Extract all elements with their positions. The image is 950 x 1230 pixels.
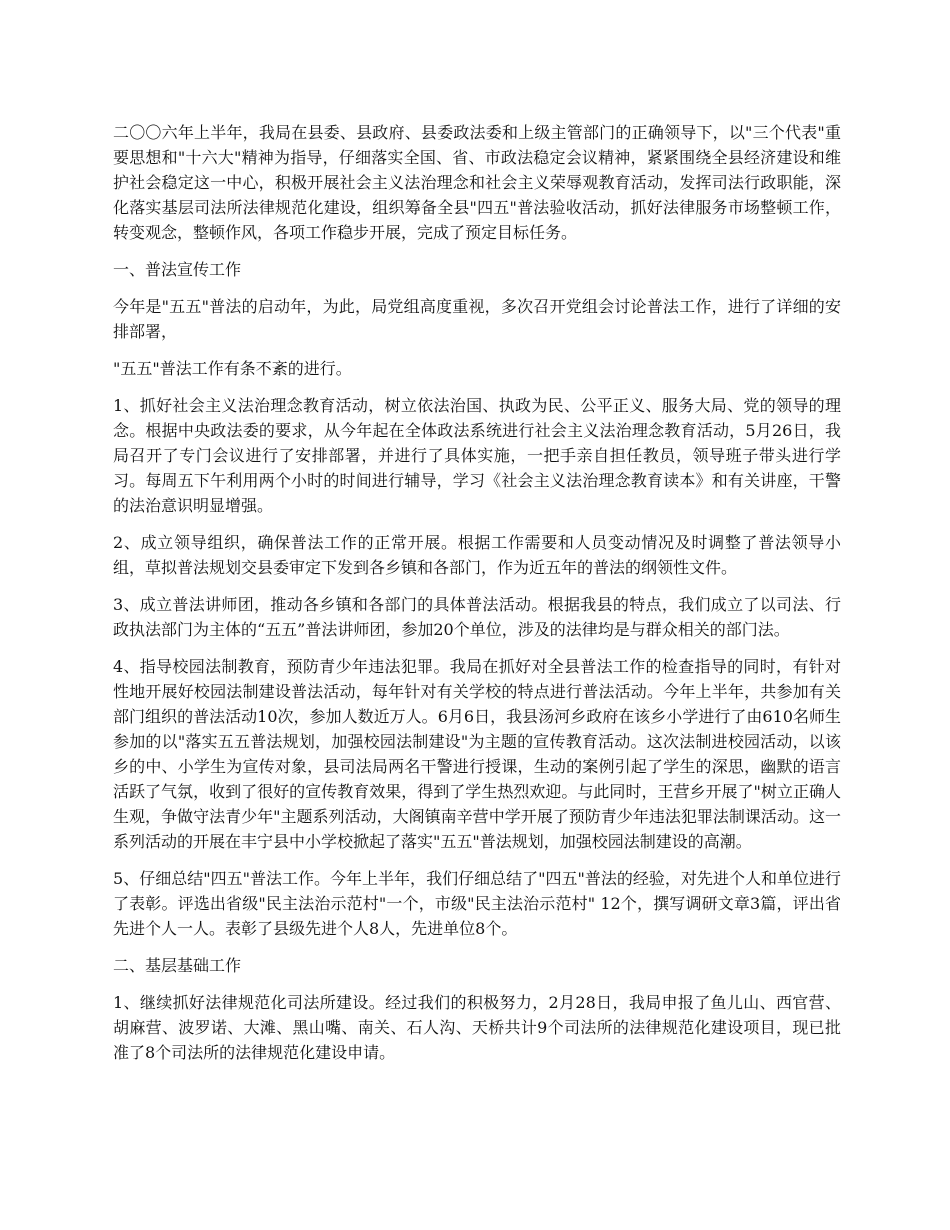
item-1-rule-of-law-education: 1、抓好社会主义法治理念教育活动，树立依法治国、执政为民、公平正义、服务大局、党的领导的理念。根据中央政法委的要求，从今年起在全体政法系统进行社会主义法治理念教育活动，5月26日，我局召开了专门会议进行了安排部署，并进行了具体实施，一把手亲自担任教员，领导班子带头进行学习。每周五下午利用两个小时的时间进行辅导，学习《社会主义法治理念教育读本》和有关讲座，干警的法治意识明显增强。 [113,396,841,515]
document-body [113,120,841,1077]
item-2-leadership-organization: 2、成立领导组织，确保普法工作的正常开展。根据工作需要和人员变动情况及时调整了普法领导小组，草拟普法规划交县委审定下发到各乡镇和各部门，作为近五年的普法的纲领性文件。 [113,533,841,577]
section-heading-legal-publicity: 一、普法宣传工作 [113,260,242,279]
paragraph-wuwu-start: 今年是"五五"普法的启动年，为此，局党组高度重视，多次召开党组会讨论普法工作，进行了详细的安排部署， [113,297,841,341]
section-heading-grassroots: 二、基层基础工作 [113,956,242,975]
paragraph-wuwu-progress: "五五"普法工作有条不紊的进行。 [113,359,352,378]
item-4-campus-legal-education: 4、指导校园法制教育，预防青少年违法犯罪。我局在抓好对全县普法工作的检查指导的同时，有针对性地开展好校园法制建设普法活动，每年针对有关学校的特点进行普法活动。今年上半年，共参加有关部门组织的普法活动10次，参加人数近万人。6月6日，我县汤河乡政府在该乡小学进行了由610名师生参加的以"落实五五普法规划，加强校园法制建设"为主题的宣传教育活动。这次法制进校园活动，以该乡的中、小学生为宣传对象，县司法局两名干警进行授课，生动的案例引起了学生的深思，幽默的语言活跃了气氛，收到了很好的宣传教育效果，得到了学生热烈欢迎。与此同时，王营乡开展了"树立正确人生观，争做守法青少年"主题系列活动，大阁镇南辛营中学开展了预防青少年违法犯罪法制课活动。这一系列活动的开展在丰宁县中小学校掀起了落实"五五"普法规划，加强校园法制建设的高潮。 [113,657,841,851]
intro-paragraph: 二〇〇六年上半年，我局在县委、县政府、县委政法委和上级主管部门的正确领导下，以"三个代表"重要思想和"十六大"精神为指导，仔细落实全国、省、市政法稳定会议精神，紧紧围绕全县经济建设和维护社会稳定这一中心，积极开展社会主义法治理念和社会主义荣辱观教育活动，发挥司法行政职能，深化落实基层司法所法律规范化建设，组织筹备全县"四五"普法验收活动，抓好法律服务市场整顿工作，转变观念，整顿作风，各项工作稳步开展，完成了预定目标任务。 [113,123,841,242]
item-3-lecturer-group: 3、成立普法讲师团，推动各乡镇和各部门的具体普法活动。根据我县的特点，我们成立了以司法、行政执法部门为主体的“五五”普法讲师团，参加20个单位，涉及的法律均是与群众相关的部门法。 [113,595,841,639]
item-5-siwu-summary: 5、仔细总结"四五"普法工作。今年上半年，我们仔细总结了"四五"普法的经验，对先进个人和单位进行了表彰。评选出省级"民主法治示范村"一个，市级"民主法治示范村" 12个，撰写调研文章3篇，评出省先进个人一人。表彰了县级先进个人8人，先进单位8个。 [113,869,841,938]
item-1-judicial-office-standardization: 1、继续抓好法律规范化司法所建设。经过我们的积极努力，2月28日，我局申报了鱼儿山、西官营、胡麻营、波罗诺、大滩、黑山嘴、南关、石人沟、天桥共计9个司法所的法律规范化建设项目，现已批准了8个司法所的法律规范化建设申请。 [113,993,841,1062]
